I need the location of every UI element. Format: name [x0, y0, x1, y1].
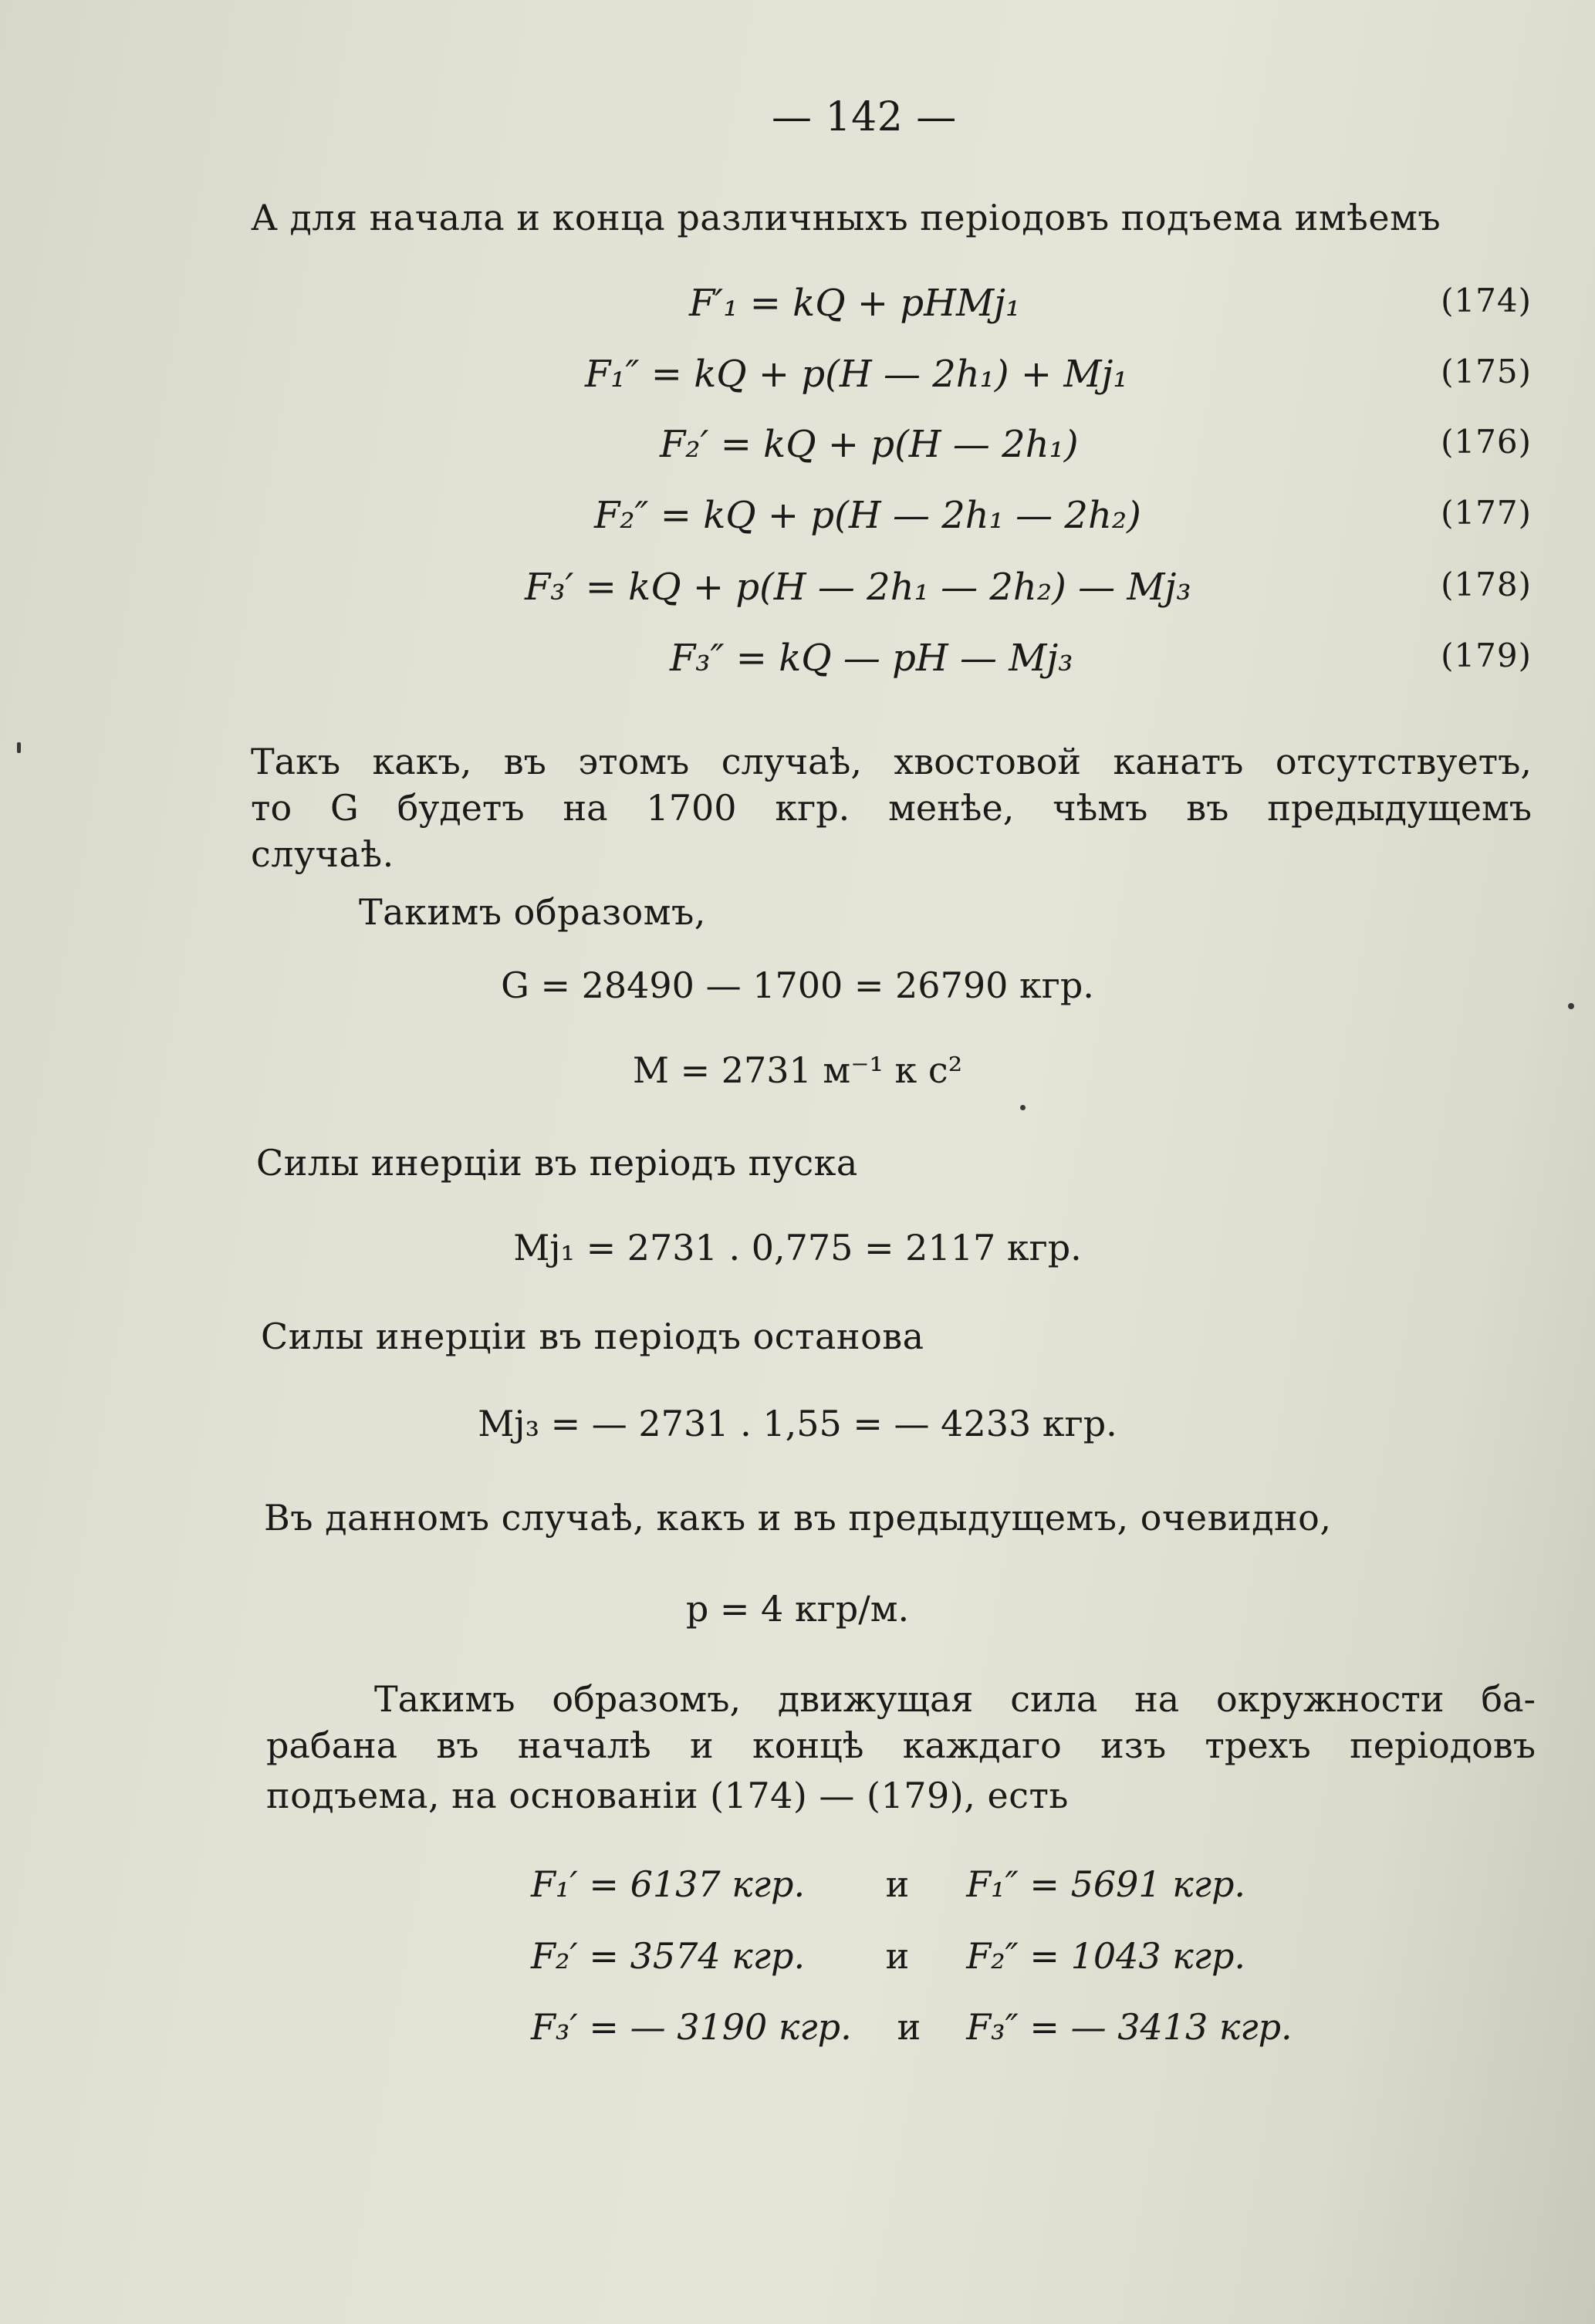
- equation-number: (176): [1441, 423, 1532, 461]
- intro-line: А для начала и конца различныхъ періодовъ подъема имѣемъ: [251, 197, 1441, 238]
- equation-formula: F₂′ = kQ + p(H — 2h₁): [660, 423, 1079, 466]
- mj1-equation: Mj₁ = 2731 . 0,775 = 2117 кгр.: [513, 1227, 1082, 1268]
- result-left: F₃′ = — 3190 кгр.: [531, 2006, 852, 2048]
- equation-number: (178): [1441, 566, 1532, 603]
- ink-speck: [1020, 1105, 1026, 1110]
- result-row: [531, 2006, 1293, 2048]
- equation-formula: F₃′ = kQ + p(H — 2h₁ — 2h₂) — Mj₃: [525, 566, 1191, 609]
- given-case-line: Въ данномъ случаѣ, какъ и въ предыдущемъ, очевидно,: [264, 1497, 1332, 1539]
- equation-row: [0, 353, 1595, 407]
- equation-number: (179): [1441, 637, 1532, 674]
- paragraph-line: то G будетъ на 1700 кгр. менѣе, чѣмъ въ предыдущемъ: [251, 787, 1532, 829]
- result-left: F₁′ = 6137 кгр.: [531, 1863, 806, 1905]
- takim-line: Такимъ образомъ,: [359, 891, 706, 933]
- equation-row: [0, 282, 1595, 336]
- result-left: F₂′ = 3574 кгр.: [531, 1935, 806, 1977]
- ink-speck: [1568, 1003, 1574, 1009]
- equation-row: [0, 494, 1595, 548]
- equation-formula: F₃″ = kQ — pH — Mj₃: [670, 637, 1073, 680]
- equation-row: [0, 637, 1595, 691]
- m-equation: M = 2731 м⁻¹ к с²: [632, 1049, 963, 1091]
- page-number: — 142 —: [772, 94, 957, 140]
- paragraph-line: подъема, на основаніи (174) — (179), есть: [266, 1775, 1069, 1816]
- paragraph-line: случаѣ.: [251, 833, 394, 875]
- result-right: F₃″ = — 3413 кгр.: [966, 2006, 1293, 2048]
- mj3-equation: Mj₃ = — 2731 . 1,55 = — 4233 кгр.: [478, 1403, 1117, 1444]
- equation-row: [0, 423, 1595, 477]
- paragraph-line: Такимъ образомъ, движущая сила на окружности ба-: [374, 1678, 1536, 1720]
- result-right: F₂″ = 1043 кгр.: [966, 1935, 1246, 1977]
- equation-formula: F′₁ = kQ + pHMj₁: [689, 282, 1021, 325]
- inertia-stop-label: Силы инерціи въ періодъ останова: [261, 1316, 924, 1357]
- equation-number: (174): [1441, 282, 1532, 319]
- result-conj: и: [885, 1935, 910, 1977]
- result-row: [531, 1935, 1245, 1977]
- result-row: [531, 1863, 1245, 1905]
- equation-number: (175): [1441, 353, 1532, 390]
- inertia-start-label: Силы инерціи въ періодъ пуска: [256, 1142, 858, 1184]
- result-conj: и: [897, 2006, 921, 2048]
- g-equation: G = 28490 — 1700 = 26790 кгр.: [501, 964, 1094, 1006]
- equation-number: (177): [1441, 494, 1532, 532]
- p-equation: p = 4 кгр/м.: [685, 1588, 910, 1630]
- paragraph-line: Такъ какъ, въ этомъ случаѣ, хвостовой канатъ отсутствуетъ,: [251, 741, 1532, 782]
- result-conj: и: [885, 1863, 910, 1905]
- equation-formula: F₁″ = kQ + p(H — 2h₁) + Mj₁: [585, 353, 1128, 396]
- result-right: F₁″ = 5691 кгр.: [966, 1863, 1246, 1905]
- equation-row: [0, 566, 1595, 620]
- equation-formula: F₂″ = kQ + p(H — 2h₁ — 2h₂): [594, 494, 1141, 537]
- ink-speck: [17, 742, 21, 753]
- paragraph-line: рабана въ началѣ и концѣ каждаго изъ трехъ періодовъ: [266, 1724, 1536, 1766]
